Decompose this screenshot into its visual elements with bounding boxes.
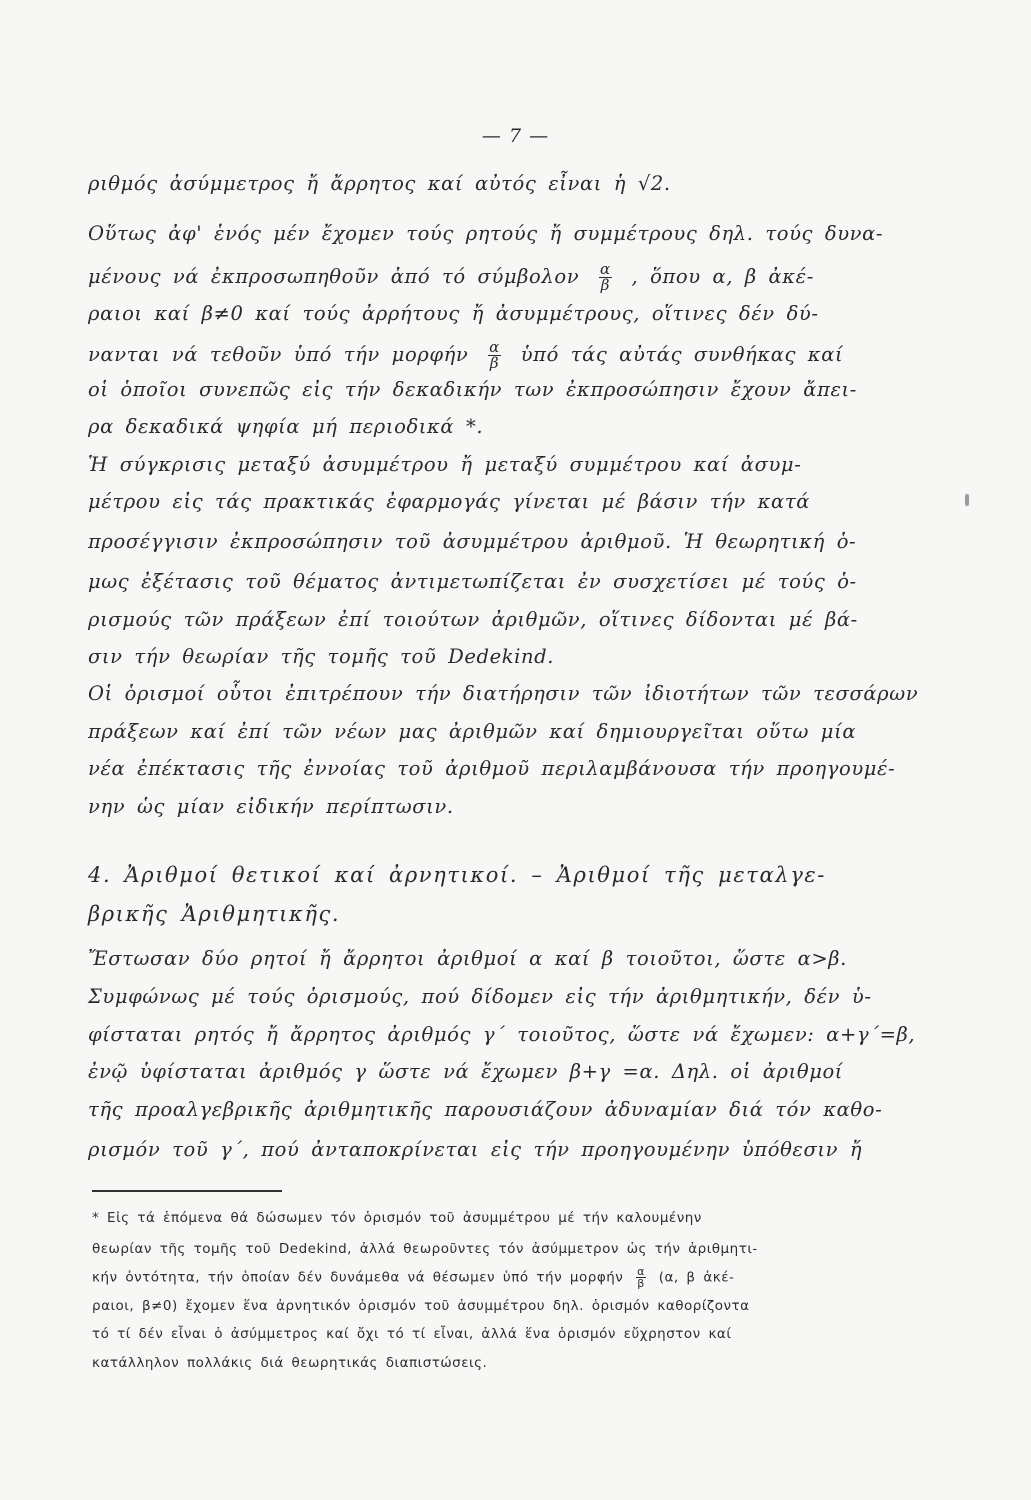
footnote-line: τό τί δέν εἶναι ὁ ἀσύμμετρος καί ὄχι τό τί εἶναι, ἀλλά ἕνα ὁρισμόν εὔχρηστον καί — [92, 1326, 732, 1342]
margin-mark — [965, 494, 969, 506]
fraction-numerator: α — [599, 260, 611, 278]
section-heading: 4. Ἀριθμοί θετικοί καί ἀρνητικοί. – Ἀριθμοί τῆς μεταλγε- — [88, 863, 826, 887]
footnote-line: θεωρίαν τῆς τομῆς τοῦ Dedekind, ἀλλά θεωροῦντες τόν ἀσύμμετρον ὡς τήν ἀριθμητι- — [92, 1241, 758, 1257]
text-line: φίσταται ρητός ἤ ἄρρητος ἀριθμός γ΄ τοιοῦτος, ὥστε νά ἔχωμεν: α+γ΄=β, — [88, 1023, 916, 1046]
text-line: Οἱ ὁρισμοί οὗτοι ἐπιτρέπουν τήν διατήρησιν τῶν ἰδιοτήτων τῶν τεσσάρων — [88, 682, 919, 705]
section-heading: βρικῆς Ἀριθμητικῆς. — [88, 902, 341, 926]
text-fragment: ὑπό τάς αὐτάς συνθήκας καί — [520, 343, 844, 366]
text-fragment: μένους νά ἐκπροσωπηθοῦν ἀπό τό σύμβολον — [88, 265, 580, 288]
text-line: σιν τήν θεωρίαν τῆς τομῆς τοῦ Dedekind. — [88, 645, 555, 668]
text-line: Συμφώνως μέ τούς ὁρισμούς, πού δίδομεν εἰς τήν ἀριθμητικήν, δέν ὑ- — [88, 985, 872, 1008]
text-line: προσέγγισιν ἐκπροσώπησιν τοῦ ἀσυμμέτρου ἀριθμοῦ. Ἡ θεωρητική ὁ- — [88, 530, 857, 553]
footnote-line: κατάλληλον πολλάκις διά θεωρητικάς διαπιστώσεις. — [92, 1355, 488, 1371]
text-line: ριθμός ἀσύμμετρος ἤ ἄρρητος καί αὐτός εἶναι ἡ √2. — [88, 172, 671, 195]
text-line: ἐνῷ ὑφίσταται ἀριθμός γ ὥστε νά ἔχωμεν β+γ =α. Δηλ. οἱ ἀριθμοί — [88, 1060, 844, 1083]
text-line: Ἡ σύγκρισις μεταξύ ἀσυμμέτρου ἤ μεταξύ συμμέτρου καί ἀσυμ- — [88, 453, 802, 476]
text-line: τῆς προαλγεβρικῆς ἀριθμητικῆς παρουσιάζουν ἀδυναμίαν διά τόν καθο- — [88, 1098, 883, 1121]
text-line: μέτρου εἰς τάς πρακτικάς ἐφαρμογάς γίνεται μέ βάσιν τήν κατά — [88, 490, 810, 513]
fraction-numerator: α — [637, 1265, 645, 1278]
text-fragment: , ὅπου α, β ἀκέ- — [631, 265, 814, 288]
text-line: οἱ ὁποῖοι συνεπῶς εἰς τήν δεκαδικήν των ἐκπροσώπησιν ἔχουν ἄπει- — [88, 378, 857, 401]
text-line: Οὕτως ἀφ' ἑνός μέν ἔχομεν τούς ρητούς ἤ συμμέτρους δηλ. τούς δυνα- — [88, 222, 884, 245]
text-line: ραιοι καί β≠0 καί τούς ἀρρήτους ἤ ἀσυμμέτρους, οἵτινες δέν δύ- — [88, 302, 819, 325]
page-number: — 7 — — [481, 125, 550, 147]
text-line: ρισμούς τῶν πράξεων ἐπί τοιούτων ἀριθμῶν, οἵτινες δίδονται μέ βά- — [88, 608, 858, 631]
footnote-divider — [92, 1190, 282, 1192]
fraction-denominator: β — [637, 1277, 645, 1290]
fraction-alpha-beta — [488, 340, 501, 371]
fraction-alpha-beta — [599, 262, 612, 293]
text-line: ρισμόν τοῦ γ΄, πού ἀνταποκρίνεται εἰς τήν προηγουμένην ὑπόθεσιν ἤ — [88, 1138, 863, 1161]
text-fragment: νανται νά τεθοῦν ὑπό τήν μορφήν — [88, 343, 469, 366]
footnote-line — [92, 1266, 932, 1289]
fraction-alpha-beta — [636, 1266, 646, 1289]
text-line: πράξεων καί ἐπί τῶν νέων μας ἀριθμῶν καί δημιουργεῖται οὕτω μία — [88, 720, 857, 743]
text-line: νέα ἐπέκτασις τῆς ἐννοίας τοῦ ἀριθμοῦ περιλαμβάνουσα τήν προηγουμέ- — [88, 757, 896, 780]
footnote-line: * Εἰς τά ἑπόμενα θά δώσωμεν τόν ὁρισμόν τοῦ ἀσυμμέτρου μέ τήν καλουμένην — [92, 1210, 702, 1226]
text-line — [88, 340, 948, 371]
text-line: ρα δεκαδικά ψηφία μή περιοδικά *. — [88, 415, 484, 438]
text-line: Ἔστωσαν δύο ρητοί ἤ ἄρρητοι ἀριθμοί α καί β τοιοῦτοι, ὥστε α>β. — [88, 947, 847, 970]
text-line — [88, 262, 948, 293]
footnote-line: ραιοι, β≠0) ἔχομεν ἕνα ἀρνητικόν ὁρισμόν τοῦ ἀσυμμέτρου δηλ. ὁρισμόν καθορίζοντα — [92, 1298, 750, 1314]
fraction-denominator: β — [489, 354, 500, 372]
text-line: νην ὡς μίαν εἰδικήν περίπτωσιν. — [88, 795, 454, 818]
fraction-denominator: β — [600, 276, 610, 294]
text-fragment: κήν ὀντότητα, τήν ὁποίαν δέν δυνάμεθα νά θέσωμεν ὑπό τήν μορφήν — [92, 1269, 624, 1286]
fraction-numerator: α — [489, 338, 500, 356]
text-fragment: (α, β ἀκέ- — [658, 1269, 735, 1286]
text-line: μως ἐξέτασις τοῦ θέματος ἀντιμετωπίζεται ἐν συσχετίσει μέ τούς ὁ- — [88, 570, 857, 593]
